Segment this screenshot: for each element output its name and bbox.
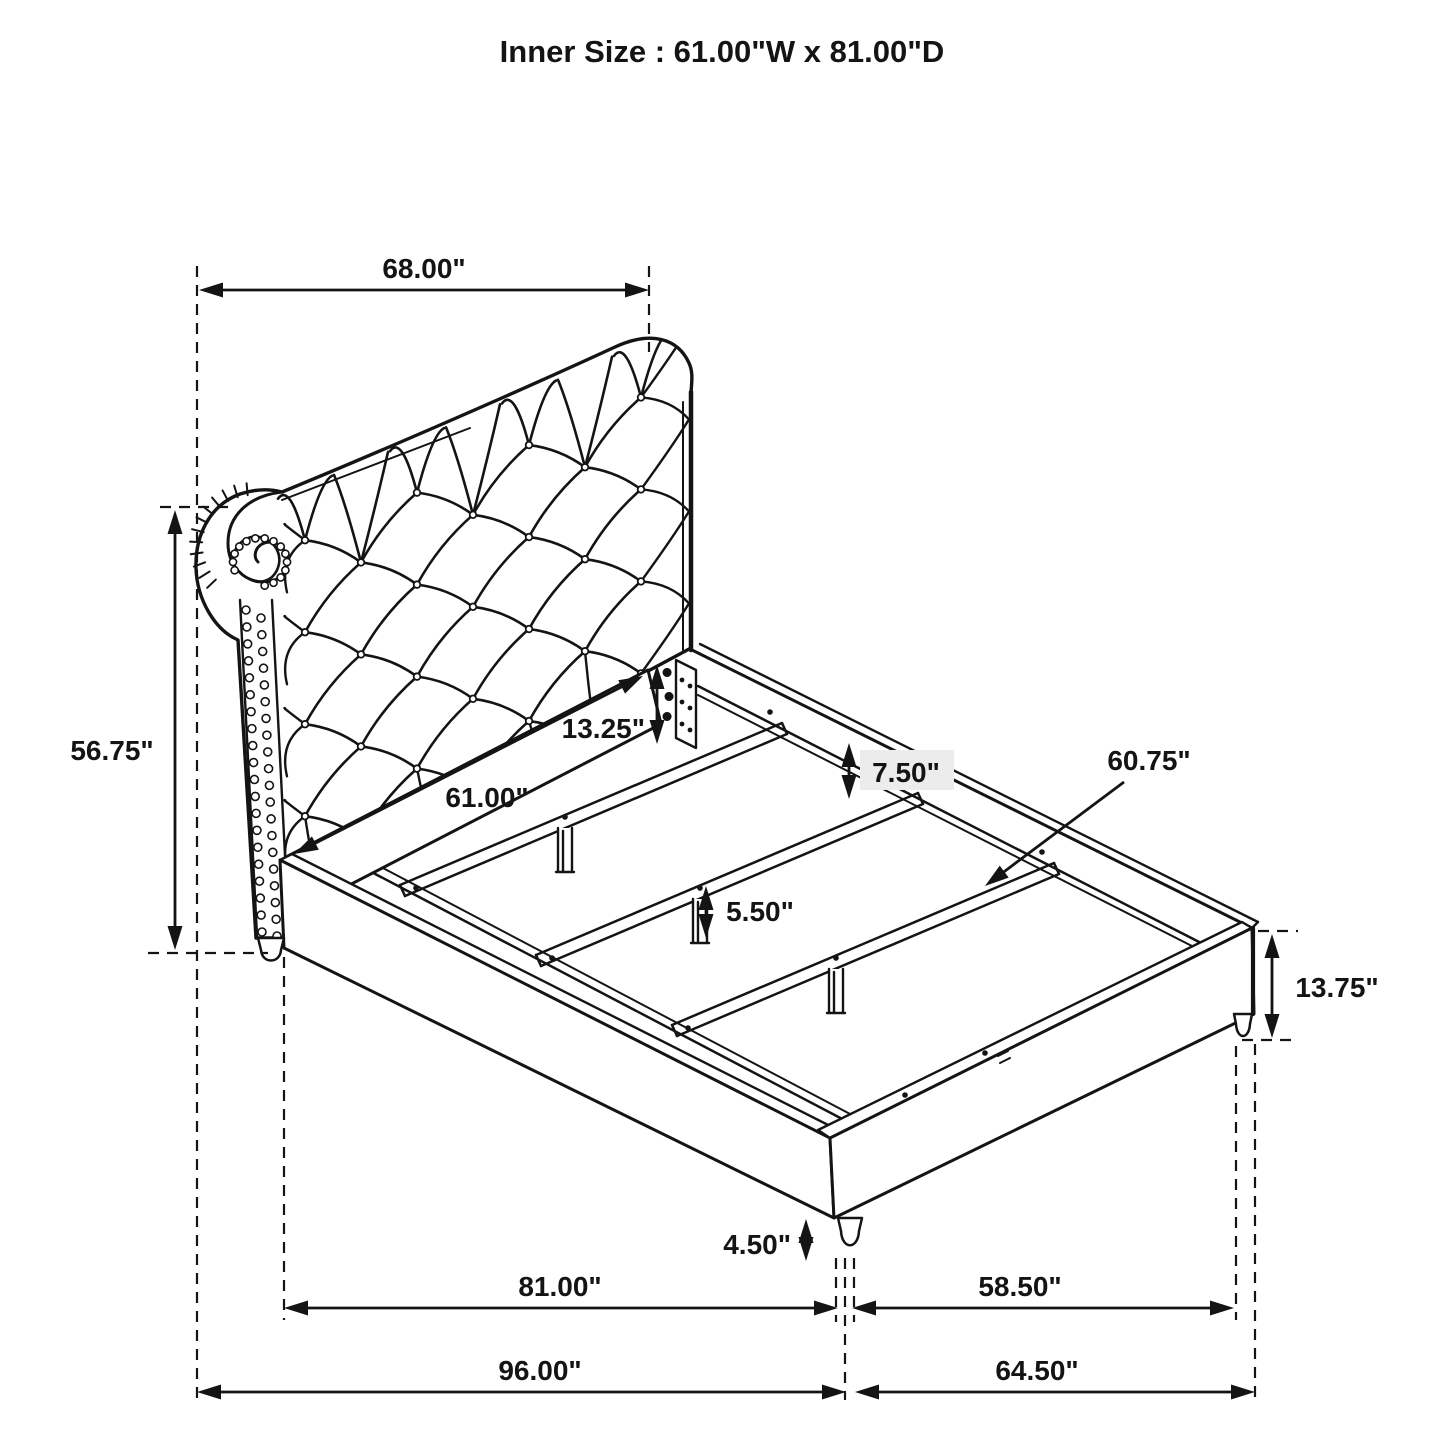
dim-label-inner-depth: 81.00" (518, 1271, 602, 1302)
slat-3 (672, 863, 1059, 1036)
headboard-bracket (676, 660, 696, 748)
dim-label-slat-leg-height: 5.50" (726, 896, 794, 927)
right-corner-leg (1234, 1014, 1252, 1036)
dim-label-ledge-gap: 7.50" (872, 757, 940, 788)
dim-label-slat-length: 60.75" (1107, 745, 1191, 776)
dim-label-foot-rail-width: 58.50" (978, 1271, 1062, 1302)
dim-label-panel-drop: 13.25" (561, 713, 645, 744)
far-side-rail (692, 650, 1252, 928)
dim-label-inner-width: 61.00" (445, 782, 529, 813)
dim-label-overall-width: 64.50" (995, 1355, 1079, 1386)
dim-label-side-rail-height: 13.75" (1295, 972, 1379, 1003)
headboard-left-leg (258, 938, 284, 961)
slat-2 (536, 793, 923, 966)
dim-label-headboard-width: 68.00" (382, 253, 466, 284)
dim-label-overall-depth: 96.00" (498, 1355, 582, 1386)
headboard (190, 327, 692, 940)
dim-label-foot-leg-height: 4.50" (723, 1229, 791, 1260)
diagram-title: Inner Size : 61.00"W x 81.00"D (499, 34, 945, 69)
foot-rail-front-face (830, 928, 1254, 1218)
dim-label-headboard-height: 56.75" (70, 735, 154, 766)
front-corner-leg (838, 1218, 862, 1245)
